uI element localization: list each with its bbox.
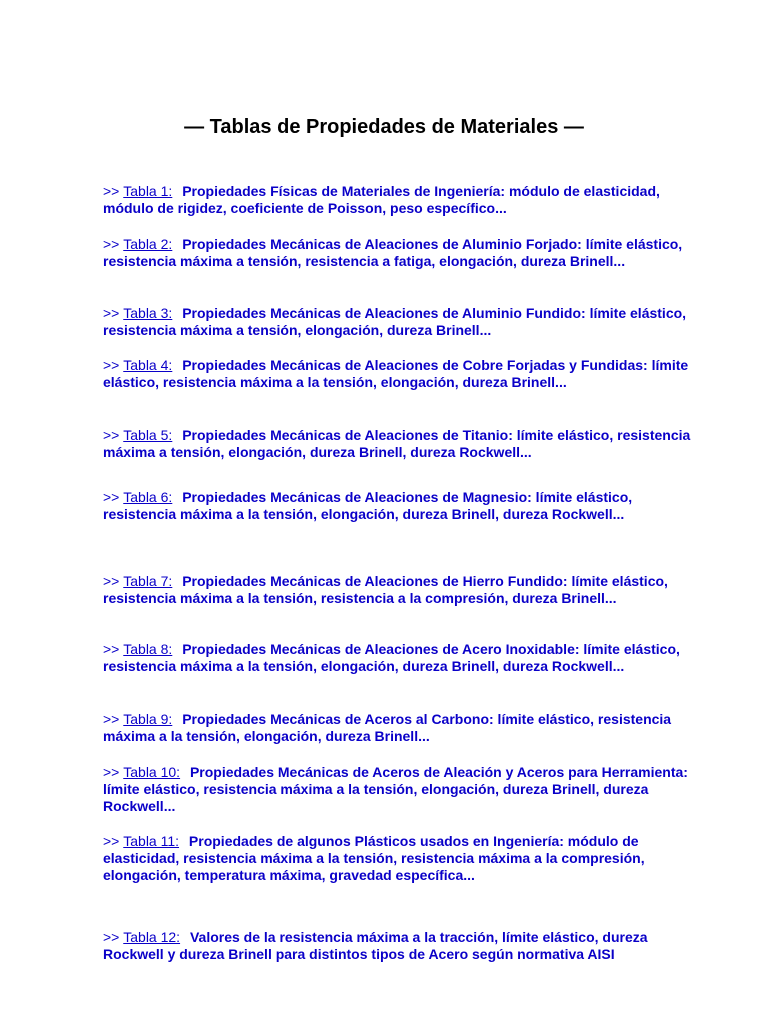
arrow-marker: >> xyxy=(103,764,120,780)
tabla-11-link[interactable]: Tabla 11: xyxy=(123,833,180,849)
arrow-marker: >> xyxy=(103,357,120,373)
list-item-tabla-9 xyxy=(103,711,703,745)
tabla-2-link[interactable]: Tabla 2: xyxy=(123,236,173,252)
entry-description: Propiedades Mecánicas de Aleaciones de Aluminio Forjado: límite elástico, resistencia máxima a tensión, resistencia a fatiga, elongación, dureza Brinell... xyxy=(103,236,683,269)
entry-description: Propiedades Mecánicas de Aleaciones de Aluminio Fundido: límite elástico, resistencia máxima a tensión, elongación, dureza Brinell... xyxy=(103,305,687,338)
arrow-marker: >> xyxy=(103,305,120,321)
list-item-tabla-8 xyxy=(103,641,703,675)
list-item-tabla-11 xyxy=(103,833,703,884)
arrow-marker: >> xyxy=(103,711,120,727)
entry-description: Propiedades Mecánicas de Aleaciones de Cobre Forjadas y Fundidas: límite elástico, resistencia máxima a la tensión, elongación, dureza Brinell... xyxy=(103,357,689,390)
arrow-marker: >> xyxy=(103,641,120,657)
list-item-tabla-2 xyxy=(103,236,703,270)
tabla-6-link[interactable]: Tabla 6: xyxy=(123,489,173,505)
arrow-marker: >> xyxy=(103,183,120,199)
list-item-tabla-7 xyxy=(103,573,703,607)
entry-description: Propiedades Mecánicas de Aleaciones de Hierro Fundido: límite elástico, resistencia máxima a la tensión, resistencia a la compresión, dureza Brinell... xyxy=(103,573,668,606)
tabla-9-link[interactable]: Tabla 9: xyxy=(123,711,173,727)
entry-description: Propiedades Mecánicas de Aleaciones de Titanio: límite elástico, resistencia máxima a tensión, elongación, dureza Brinell, dureza Rockwell... xyxy=(103,427,691,460)
entry-description: Propiedades de algunos Plásticos usados en Ingeniería: módulo de elasticidad, resistencia máxima a la tensión, resistencia máxima a la compresión, elongación, temperatura máxima, gravedad específica... xyxy=(103,833,645,883)
tabla-12-link[interactable]: Tabla 12: xyxy=(123,929,181,945)
tabla-5-link[interactable]: Tabla 5: xyxy=(123,427,173,443)
arrow-marker: >> xyxy=(103,427,120,443)
tabla-8-link[interactable]: Tabla 8: xyxy=(123,641,173,657)
list-item-tabla-1 xyxy=(103,183,703,217)
arrow-marker: >> xyxy=(103,573,120,589)
arrow-marker: >> xyxy=(103,489,120,505)
list-item-tabla-3 xyxy=(103,305,703,339)
entry-description: Propiedades Mecánicas de Aceros de Aleación y Aceros para Herramienta: límite elástico, resistencia máxima a la tensión, elongación, dureza Brinell, dureza Rockwell... xyxy=(103,764,688,814)
tabla-10-link[interactable]: Tabla 10: xyxy=(123,764,181,780)
tabla-7-link[interactable]: Tabla 7: xyxy=(123,573,173,589)
list-item-tabla-5 xyxy=(103,427,703,461)
tabla-1-link[interactable]: Tabla 1: xyxy=(123,183,173,199)
arrow-marker: >> xyxy=(103,833,120,849)
arrow-marker: >> xyxy=(103,929,120,945)
entry-description: Propiedades Mecánicas de Aceros al Carbono: límite elástico, resistencia máxima a la tensión, elongación, dureza Brinell... xyxy=(103,711,672,744)
list-item-tabla-12 xyxy=(103,929,703,963)
list-item-tabla-4 xyxy=(103,357,703,391)
list-item-tabla-6 xyxy=(103,489,703,523)
entry-description: Valores de la resistencia máxima a la tracción, límite elástico, dureza Rockwell y dureza Brinell para distintos tipos de Acero según normativa AISI xyxy=(103,929,648,962)
list-item-tabla-10 xyxy=(103,764,703,815)
arrow-marker: >> xyxy=(103,236,120,252)
entry-description: Propiedades Mecánicas de Aleaciones de Acero Inoxidable: límite elástico, resistencia máxima a la tensión, elongación, dureza Brinell, dureza Rockwell... xyxy=(103,641,680,674)
tabla-3-link[interactable]: Tabla 3: xyxy=(123,305,173,321)
tabla-4-link[interactable]: Tabla 4: xyxy=(123,357,173,373)
entry-description: Propiedades Físicas de Materiales de Ingeniería: módulo de elasticidad, módulo de rigidez, coeficiente de Poisson, peso específico... xyxy=(103,183,660,216)
page-title: — Tablas de Propiedades de Materiales — xyxy=(184,116,584,138)
entry-description: Propiedades Mecánicas de Aleaciones de Magnesio: límite elástico, resistencia máxima a la tensión, elongación, dureza Brinell, dureza Rockwell... xyxy=(103,489,633,522)
